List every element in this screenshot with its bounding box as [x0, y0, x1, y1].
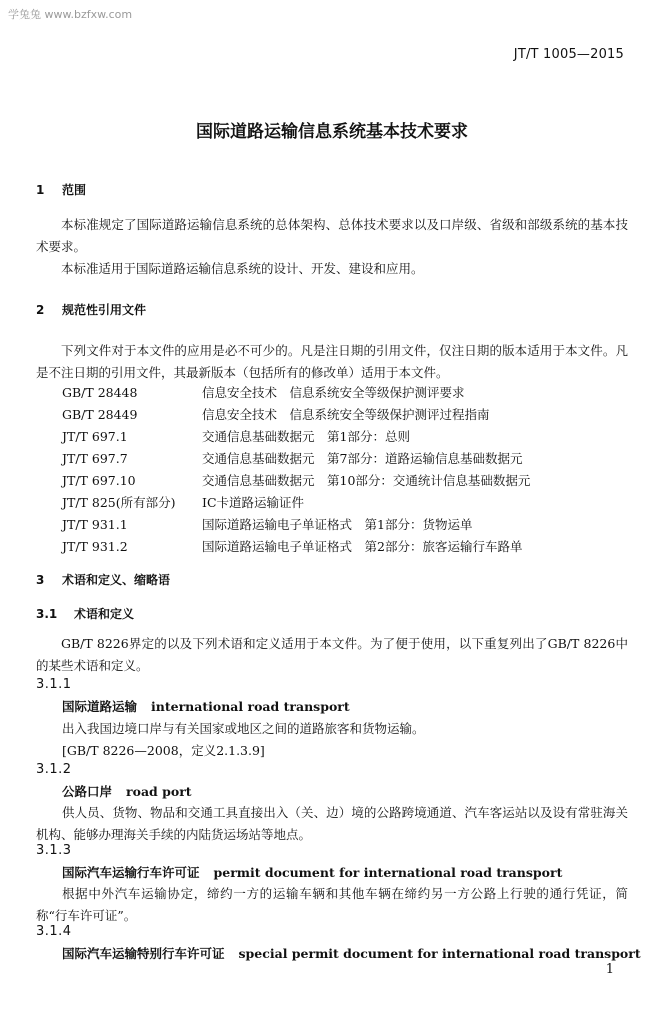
standard-number: JT/T 1005—2015	[513, 47, 624, 62]
page-number: 1	[605, 962, 614, 977]
term-zh: 国际汽车运输行车许可证	[62, 865, 200, 880]
term-en: permit document for international road transport	[213, 865, 563, 880]
reference-row	[62, 493, 304, 511]
section-2-heading	[36, 301, 146, 318]
reference-code: JT/T 697.10	[62, 473, 136, 488]
watermark: 学兔兔 www.bzfxw.com	[8, 8, 133, 21]
term-zh: 国际道路运输	[62, 699, 138, 714]
term-number: 3.1.3	[36, 843, 72, 858]
term-heading	[62, 944, 641, 962]
term-definition: 供人员、货物、物品和交通工具直接出入（关、边）境的公路跨境通道、汽车客运站以及设有常驻海关机构、能够办理海关手续的内陆货运场站等地点。	[36, 805, 628, 842]
subsection-title: 术语和定义	[74, 607, 135, 621]
reference-title: 交通信息基础数据元 第10部分：交通统计信息基础数据元	[202, 473, 531, 488]
reference-row	[62, 515, 472, 533]
reference-row	[62, 405, 490, 423]
reference-title: 信息安全技术 信息系统安全等级保护测评过程指南	[202, 407, 490, 422]
reference-row	[62, 383, 465, 401]
term-number: 3.1.1	[36, 677, 72, 692]
reference-title: 信息安全技术 信息系统安全等级保护测评要求	[202, 385, 465, 400]
page-title: 国际道路运输信息系统基本技术要求	[196, 122, 468, 142]
reference-row	[62, 471, 530, 489]
term-definition: 根据中外汽车运输协定，缔约一方的运输车辆和其他车辆在缔约另一方公路上行驶的通行凭证，简称“行车许可证”。	[36, 886, 628, 923]
reference-row	[62, 449, 522, 467]
reference-row	[62, 537, 522, 555]
subsection-number: 3.1	[36, 607, 58, 621]
section-title: 范围	[62, 183, 87, 197]
term-en: international road transport	[151, 699, 350, 714]
term-definition: 出入我国边境口岸与有关国家或地区之间的道路旅客和货物运输。	[62, 721, 425, 736]
reference-title: 交通信息基础数据元 第7部分：道路运输信息基础数据元	[202, 451, 523, 466]
reference-code: GB/T 28448	[62, 385, 138, 400]
term-heading	[62, 863, 562, 881]
reference-code: GB/T 28449	[62, 407, 138, 422]
paragraph: 本标准适用于国际道路运输信息系统的设计、开发、建设和应用。	[61, 261, 424, 276]
reference-code: JT/T 931.1	[62, 517, 128, 532]
paragraph: 本标准规定了国际道路运输信息系统的总体架构、总体技术要求以及口岸级、省级和部级系统的基本技术要求。	[36, 217, 628, 254]
section-number: 2	[36, 303, 45, 317]
reference-row	[62, 427, 410, 445]
term-en: special permit document for international road transport	[238, 946, 641, 961]
reference-title: IC卡道路运输证件	[202, 495, 305, 510]
paragraph: GB/T 8226界定的以及下列术语和定义适用于本文件。为了便于使用，以下重复列出了GB/T 8226中的某些术语和定义。	[36, 636, 628, 673]
subsection-heading	[36, 605, 134, 622]
reference-title: 交通信息基础数据元 第1部分：总则	[202, 429, 410, 444]
reference-code: JT/T 825(所有部分)	[62, 495, 176, 510]
section-title: 术语和定义、缩略语	[62, 573, 171, 587]
term-en: road port	[126, 784, 192, 799]
term-zh: 公路口岸	[62, 784, 113, 799]
reference-code: JT/T 931.2	[62, 539, 128, 554]
term-heading	[62, 697, 350, 715]
section-number: 1	[36, 183, 45, 197]
term-source: [GB/T 8226—2008，定义2.1.3.9]	[62, 743, 265, 758]
term-number: 3.1.4	[36, 924, 72, 939]
term-number: 3.1.2	[36, 762, 72, 777]
term-heading	[62, 782, 192, 800]
section-1-heading	[36, 181, 86, 198]
reference-title: 国际道路运输电子单证格式 第2部分：旅客运输行车路单	[202, 539, 523, 554]
paragraph: 下列文件对于本文件的应用是必不可少的。凡是注日期的引用文件，仅注日期的版本适用于本文件。凡是不注日期的引用文件，其最新版本（包括所有的修改单）适用于本文件。	[36, 343, 628, 380]
term-zh: 国际汽车运输特别行车许可证	[62, 946, 225, 961]
reference-code: JT/T 697.7	[62, 451, 128, 466]
section-title: 规范性引用文件	[62, 303, 147, 317]
section-number: 3	[36, 573, 45, 587]
reference-code: JT/T 697.1	[62, 429, 128, 444]
reference-title: 国际道路运输电子单证格式 第1部分：货物运单	[202, 517, 473, 532]
section-3-heading	[36, 571, 170, 588]
